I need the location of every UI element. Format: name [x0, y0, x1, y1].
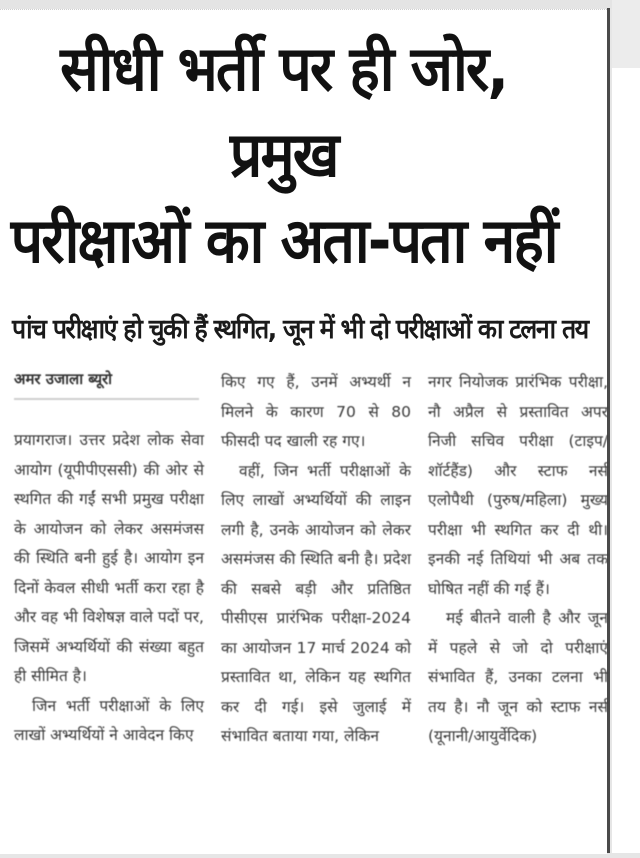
paragraph: वहीं, जिन भर्ती परीक्षाओं के लिए लाखों अभ्यर्थियों की लाइन लगी है, उनके आयोजन को लेकर असमंजस की स्थिति बनी है। प्रदेश की सबसे बड़ी और प्रतिष्ठित पीसीएस प्रारंभिक परीक्षा-2024 का आयोजन 17 मार्च 2024 को प्रस्तावित था, लेकिन यह स्थगित कर दी गई। इसे जुलाई में संभावित बताया गया, लेकिन: [221, 461, 411, 745]
paragraph: प्रयागराज। उत्तर प्रदेश लोक सेवा आयोग (यूपीपीएससी) की ओर से स्थगित की गईं सभी प्रमुख परीक्षा के आयोजन को लेकर असमंजस की स्थिति बनी हुई है। आयोग इन दिनों केवल सीधी भर्ती करा रहा है और वह भी विशेषज्ञ वाले पदों पर, जिसमें अभ्यर्थियों की संख्या बहुत ही सीमित है।: [14, 431, 204, 685]
headline-line-2: परीक्षाओं का अता-पता नहीं: [10, 204, 557, 277]
paragraph: मई बीतने वाली है और जून में पहले से जो दो परीक्षाएं संभावित हैं, उनका टलना भी तय है। नौ जून को स्टाफ नर्स (यूनानी/आयुर्वेदिक): [428, 609, 608, 745]
paragraph: किए गए हैं, उनमें अभ्यर्थी न मिलने के कारण 70 से 80 फीसदी पद खाली रह गए।: [221, 373, 411, 450]
subheadline: पांच परीक्षाएं हो चुकी हैं स्थगित, जून में भी दो परीक्षाओं का टलना तय: [12, 314, 588, 345]
article-body: [14, 368, 608, 858]
headline-line-1: सीधी भर्ती पर ही जोर, प्रमुख: [60, 32, 508, 191]
paragraph: जिन भर्ती परीक्षाओं के लिए लाखों अभ्यर्थियों ने आवेदन किए: [14, 696, 204, 744]
paragraph: नगर नियोजक प्रारंभिक परीक्षा, नौ अप्रैल से प्रस्तावित अपर निजी सचिव परीक्षा (टाइप/शॉर्टहैंड) और स्टाफ नर्स एलोपैथी (पुरुष/महिला) मुख्य परीक्षा भी स्थगित कर दी थी। इनकी नई तिथियां भी अब तक घोषित नहीं की गई हैं।: [428, 373, 608, 598]
article-column-1: [14, 368, 204, 751]
article-column-3: [428, 368, 608, 752]
byline-divider: [14, 398, 199, 400]
byline: अमर उजाला ब्यूरो: [14, 370, 113, 388]
article-column-2: [221, 368, 411, 752]
viewer-top-bar: [0, 0, 640, 9]
viewer-side-panel: [612, 0, 640, 853]
headline: [10, 26, 557, 284]
